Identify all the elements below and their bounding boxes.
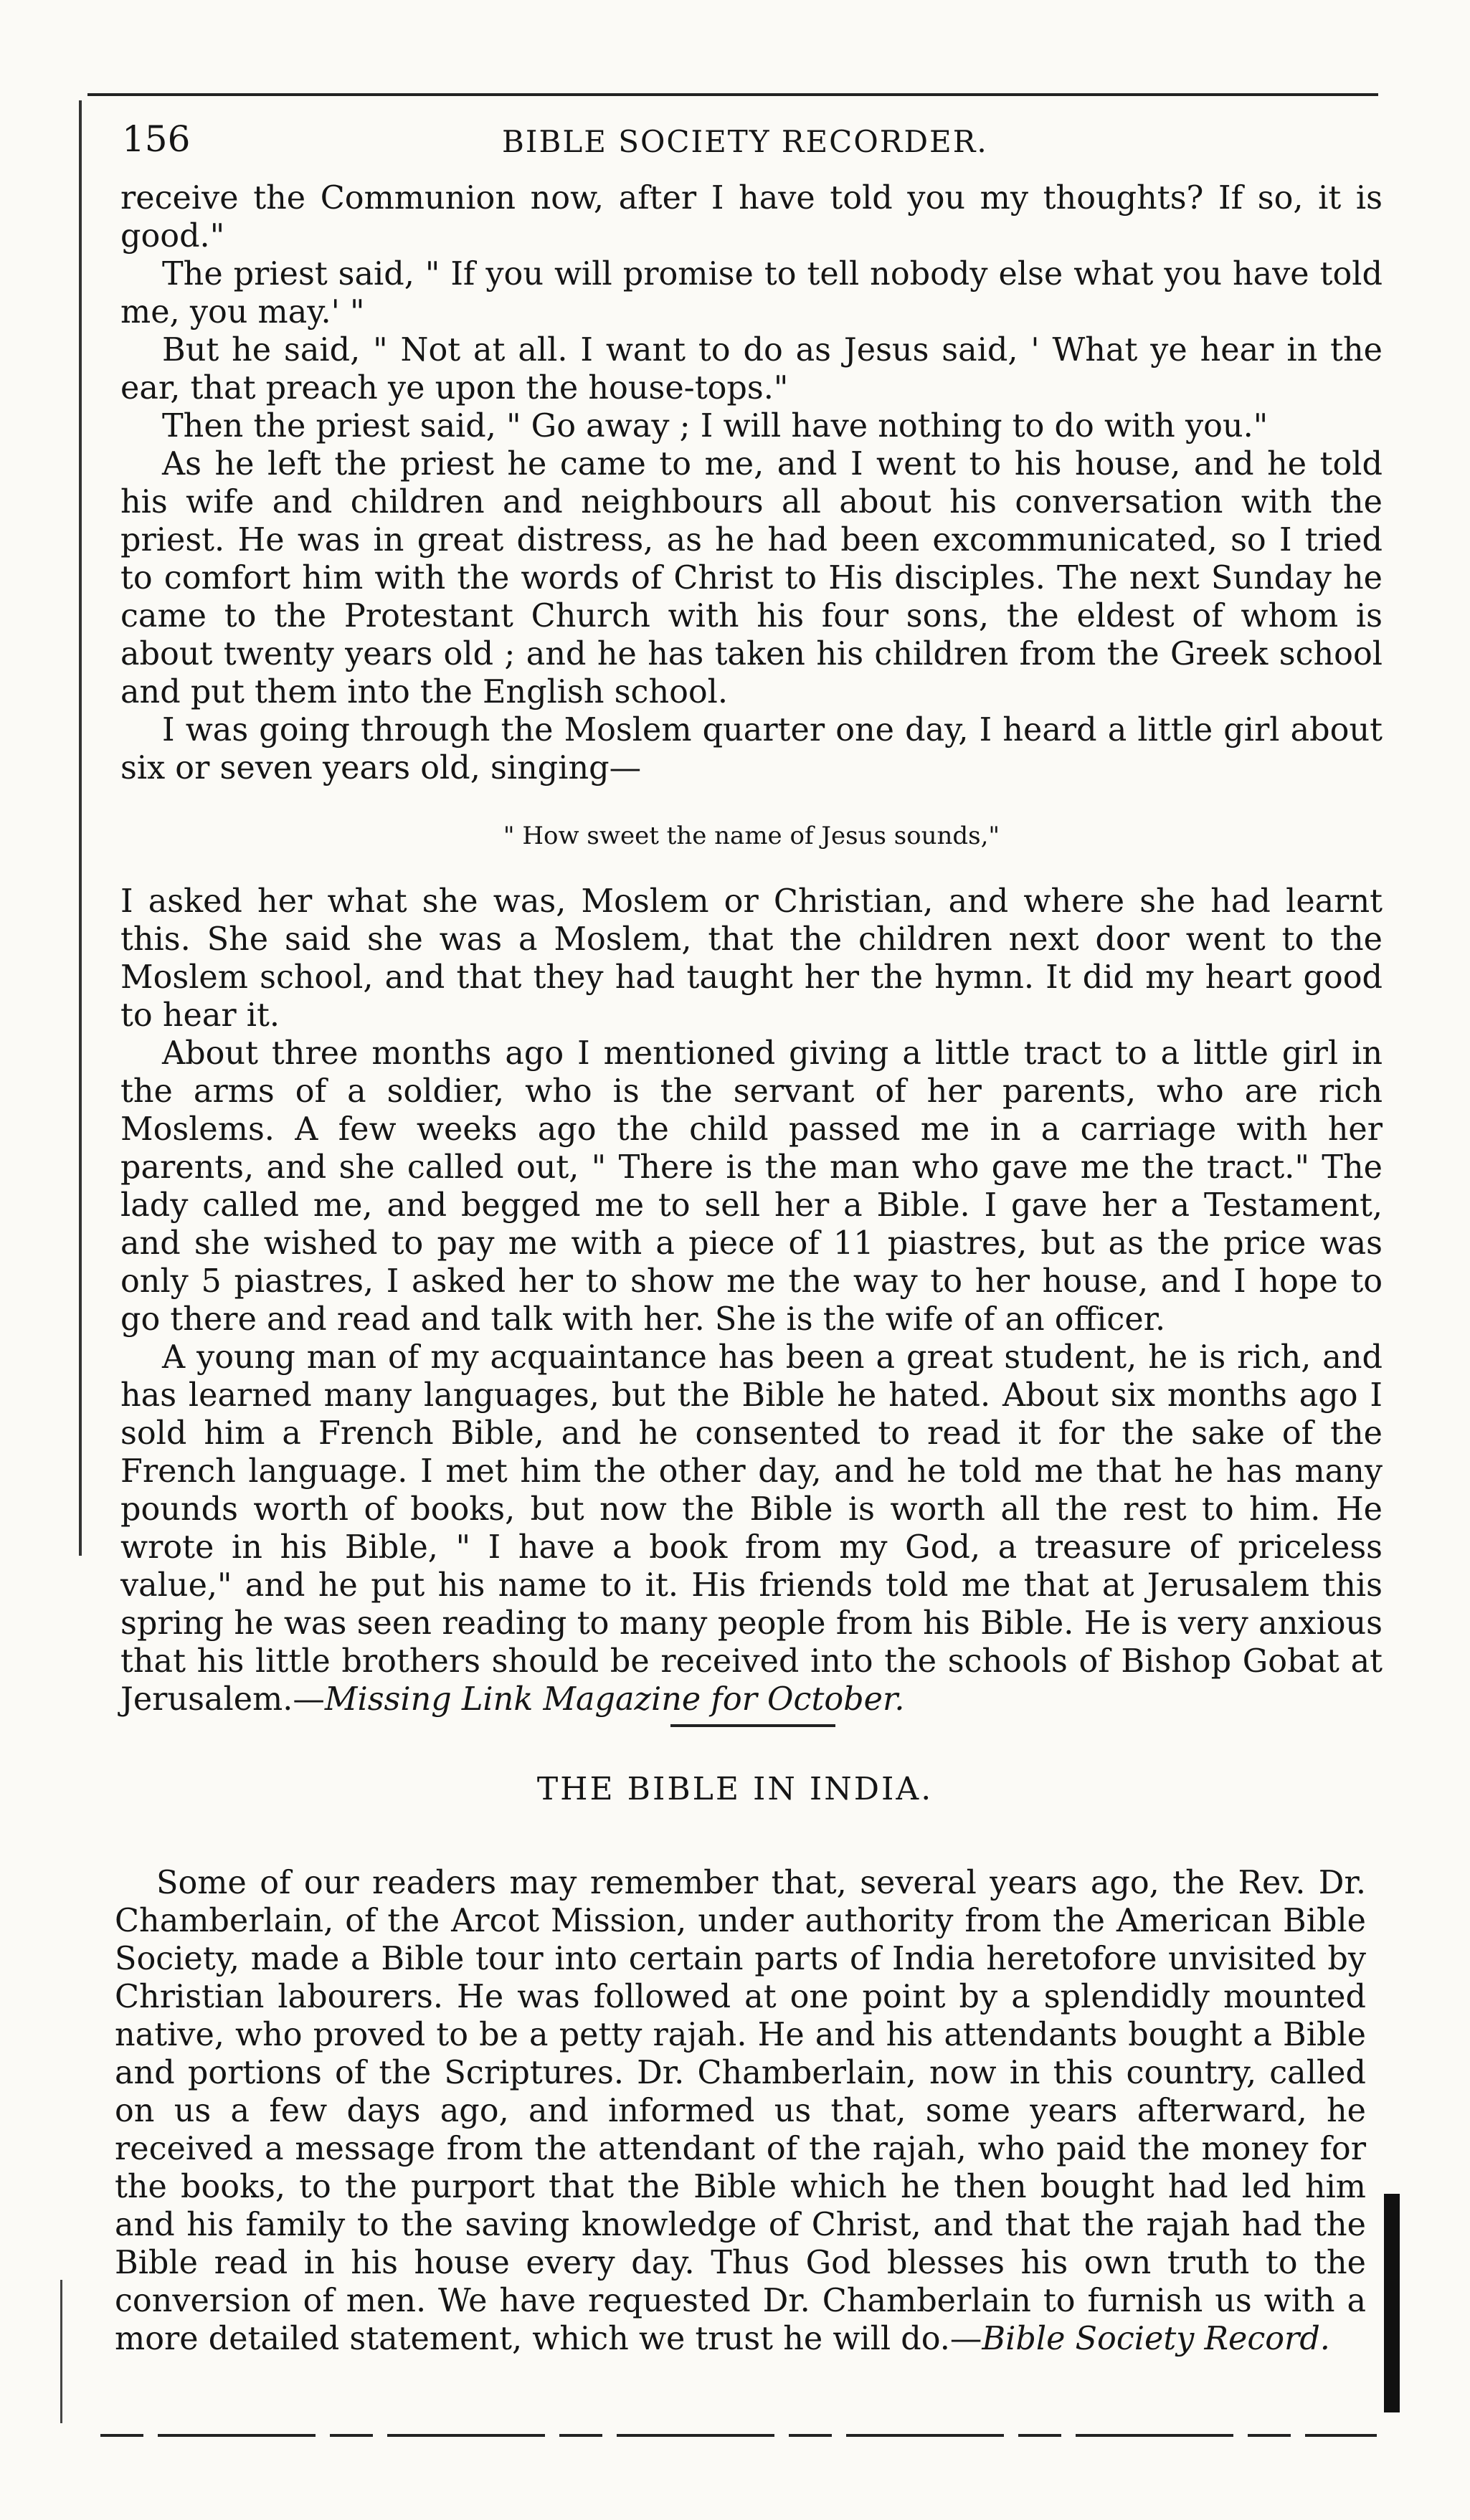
- left-margin-rule-lower: [60, 2280, 62, 2423]
- article-missing-link: [120, 179, 1383, 1718]
- paragraph-text: A young man of my acquaintance has been a great student, he is rich, and has learned many languages, but the Bible he hated. About six months ago I sold him a French Bible, and he consented to read it for the sake of the French language. I met him the other day, and he told me that he has many pounds worth of books, but now the Bible is worth all the rest to him. He wrote in his Bible, " I have a book from my God, a treasure of priceless value," and he put his name to it. His friends told me that at Jerusalem this spring he was seen reading to many people from his Bible. He is very anxious that his little brothers should be received into the schools of Bishop Gobat at Jerusalem.—: [120, 1339, 1383, 1718]
- paragraph-with-source: [115, 1864, 1366, 2358]
- section-title: THE BIBLE IN INDIA.: [536, 1771, 934, 1807]
- right-edge-bar: [1384, 2194, 1400, 2412]
- source-citation: Missing Link Magazine for October.: [324, 1681, 905, 1718]
- article-bible-in-india: [115, 1864, 1366, 2358]
- paragraph: The priest said, " If you will promise to tell nobody else what you have told me, you may.' ": [120, 256, 1383, 331]
- hymn-verse: " How sweet the name of Jesus sounds,": [503, 822, 1000, 850]
- paragraph: Then the priest said, " Go away ; I will have nothing to do with you.": [162, 408, 1269, 444]
- left-margin-rule: [79, 100, 82, 1556]
- paragraph-text: Some of our readers may remember that, several years ago, the Rev. Dr. Chamberlain, of the Arcot Mission, under authority from the American Bible Society, made a Bible tour into certain parts of India heretofore unvisited by Christian labourers. He was followed at one point by a splendidly mounted native, who proved to be a petty rajah. He and his attendants bought a Bible and portions of the Scriptures. Dr. Chamberlain, now in this country, called on us a few days ago, and informed us that, some years afterward, he received a message from the attendant of the rajah, who paid the money for the books, to the purport that the Bible which he then bought had led him and his family to the saving knowledge of Christ, and that the rajah had the Bible read in his house every day. Thus God blesses his own truth to the conversion of men. We have requested Dr. Chamberlain to furnish us with a more detailed statement, which we trust he will do.—: [115, 1865, 1366, 2357]
- paragraph: I was going through the Moslem quarter one day, I heard a little girl about six or seven years old, singing—: [120, 712, 1383, 786]
- source-citation: Bible Society Record.: [982, 2321, 1330, 2357]
- paragraph: As he left the priest he came to me, and I went to his house, and he told his wife and children and neighbours all about his conversation with the priest. He was in great distress, as he had been excommunicated, so I tried to comfort him with the words of Christ to His disciples. The next Sunday he came to the Protestant Church with his four sons, the eldest of whom is about twenty years old ; and he has taken his children from the Greek school and put them into the English school.: [120, 446, 1383, 710]
- page-header: [122, 118, 1355, 168]
- page-number: 156: [122, 118, 191, 160]
- top-rule: [87, 93, 1378, 96]
- paragraph: About three months ago I mentioned giving a little tract to a little girl in the arms of a soldier, who is the servant of her parents, who are rich Moslems. A few weeks ago the child passed me in a carriage with her parents, and she called out, " There is the man who gave me the tract." The lady called me, and begged me to sell her a Bible. I gave her a Testament, and she wished to pay me with a piece of 11 piastres, but as the price was only 5 piastres, I asked her to show me the way to her house, and I hope to go there and read and talk with her. She is the wife of an officer.: [120, 1035, 1383, 1338]
- paragraph-with-source: [120, 1339, 1383, 1718]
- section-divider: [670, 1724, 835, 1727]
- running-head: BIBLE SOCIETY RECORDER.: [502, 124, 988, 159]
- paragraph: I asked her what she was, Moslem or Christian, and where she had learnt this. She said she was a Moslem, that the children next door went to the Moslem school, and that they had taught her the hymn. It did my heart good to hear it.: [120, 883, 1383, 1034]
- paragraph: But he said, " Not at all. I want to do as Jesus said, ' What ye hear in the ear, that preach ye upon the house-tops.": [120, 332, 1383, 406]
- paragraph: receive the Communion now, after I have told you my thoughts? If so, it is good.": [120, 180, 1383, 255]
- bottom-rule: [100, 2434, 1377, 2437]
